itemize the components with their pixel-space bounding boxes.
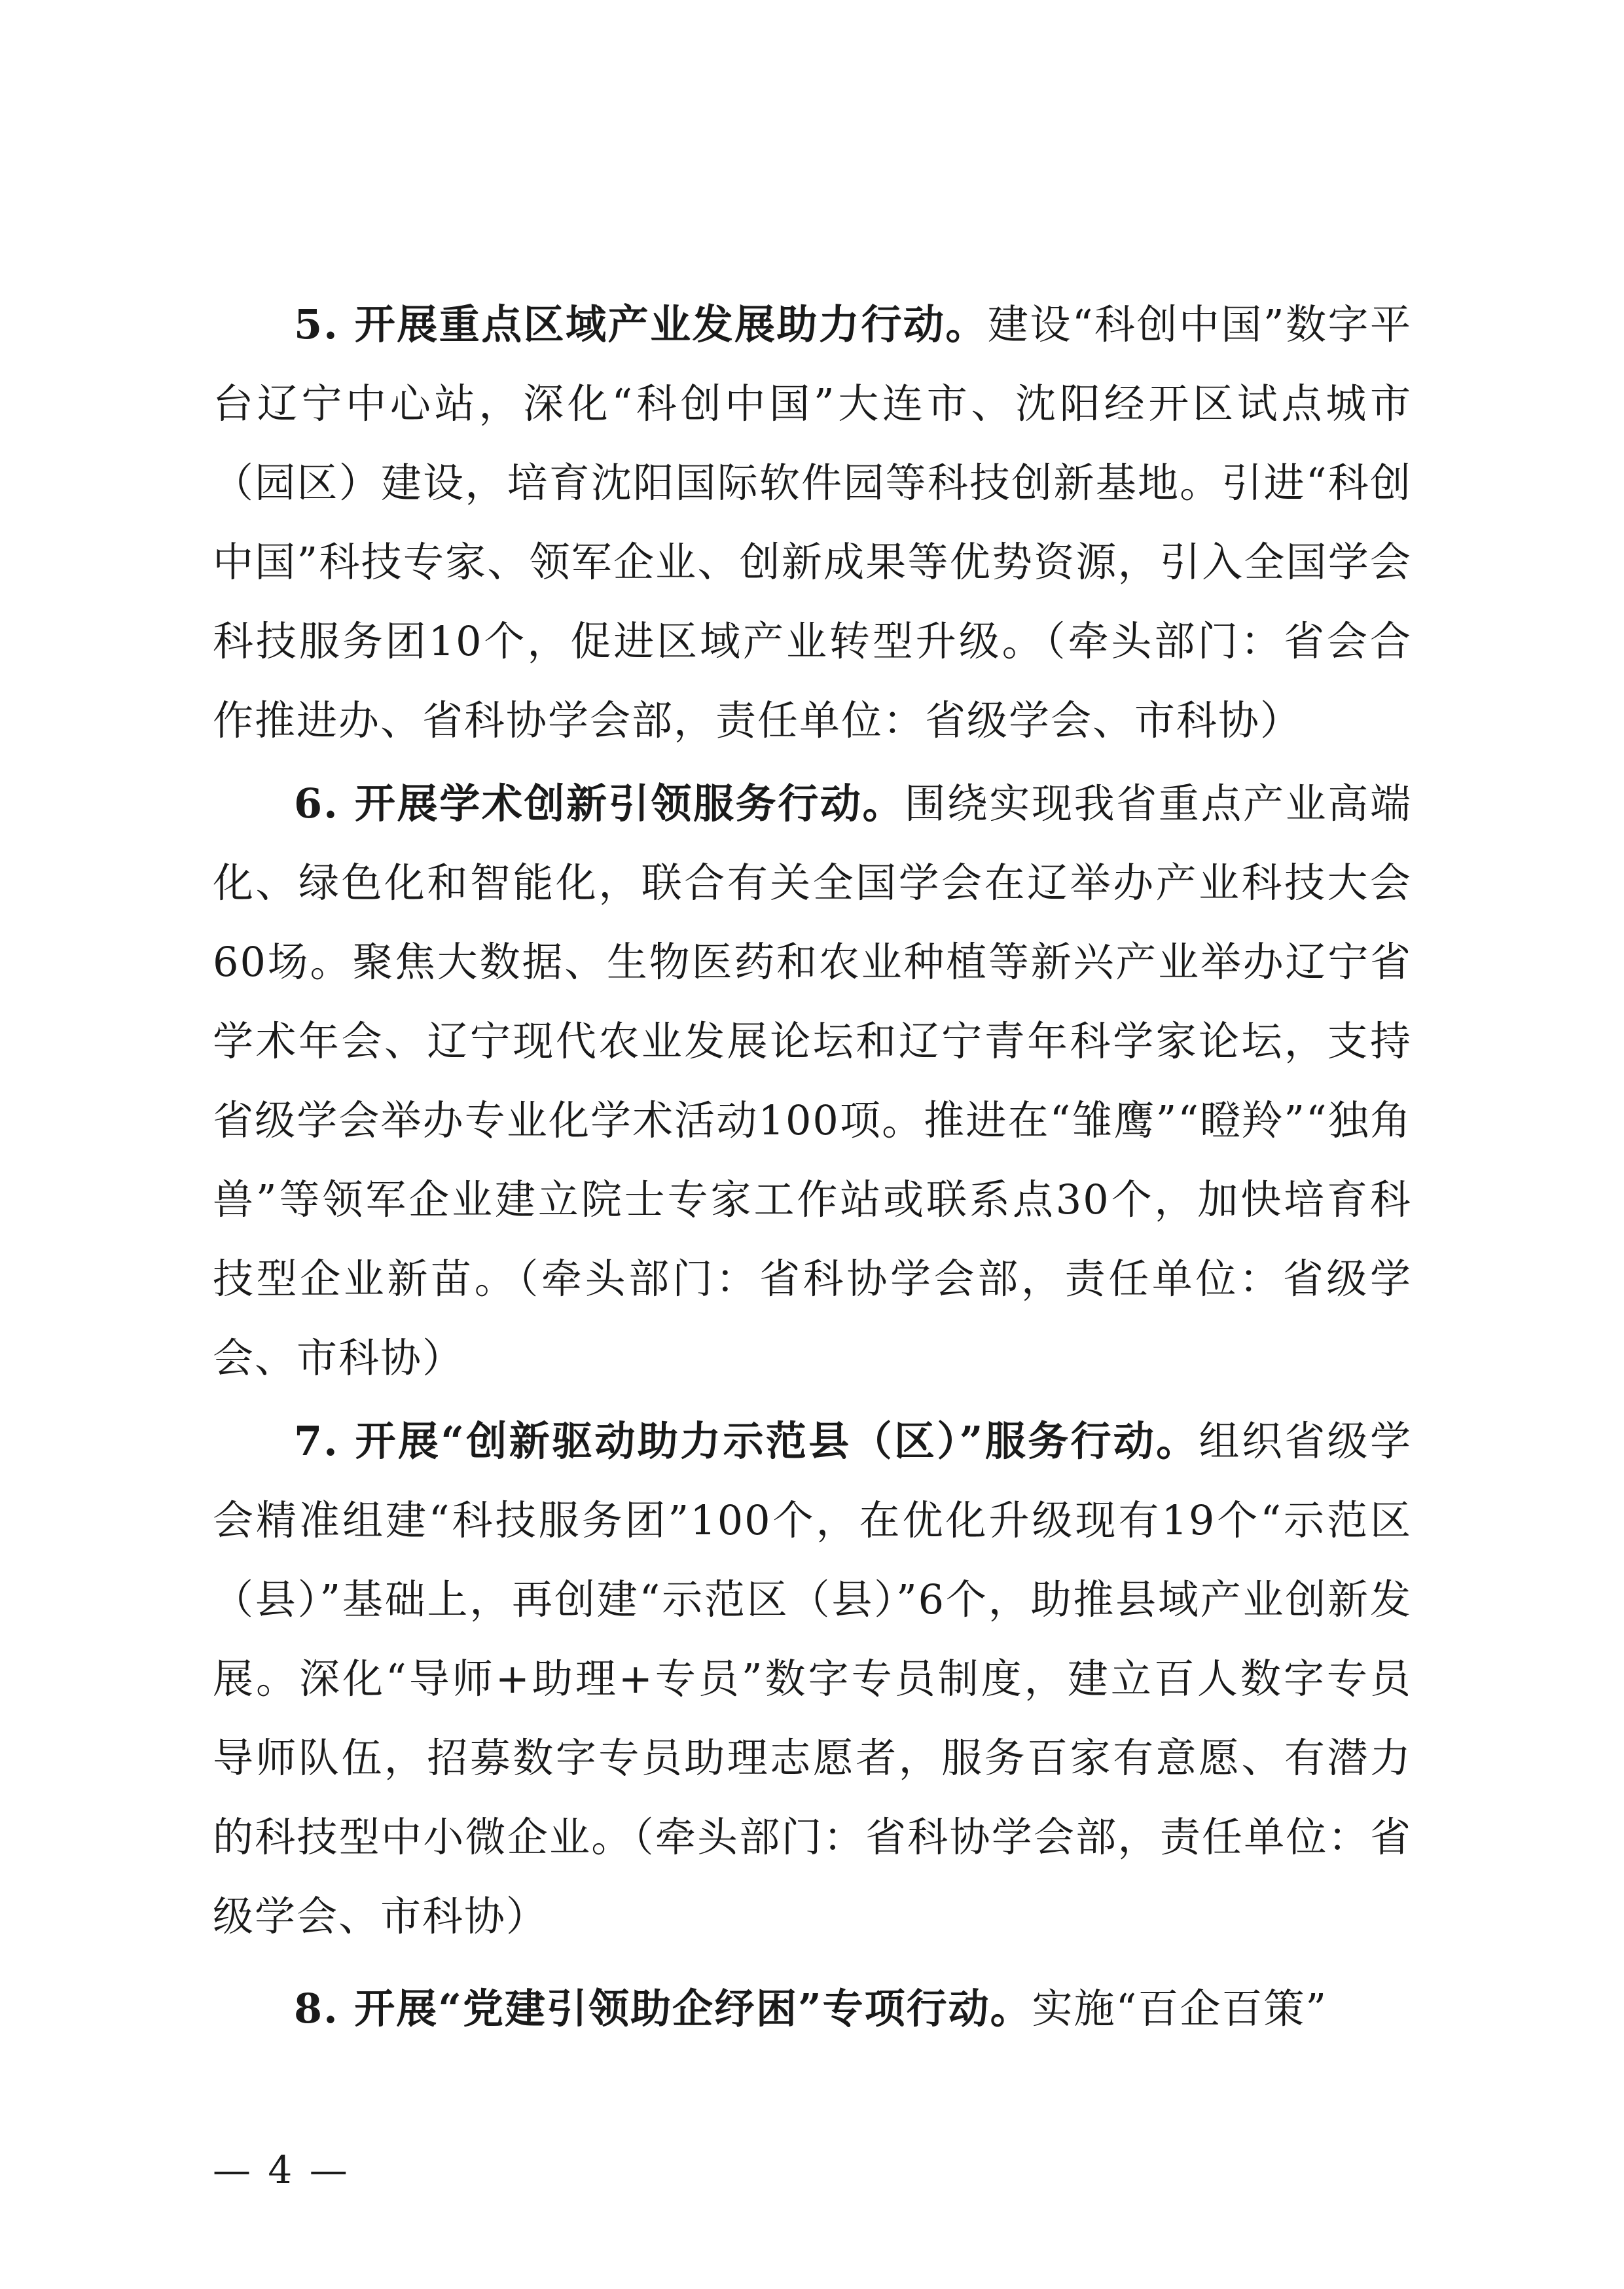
paragraph-item-6 — [213, 764, 1412, 1397]
paragraph-heading: 5. 开展重点区域产业发展助力行动。 — [294, 300, 988, 348]
paragraph-text: 实施“百企百策” — [1032, 1985, 1328, 2032]
paragraph-text: 围绕实现我省重点产业高端化、绿色化和智能化，联合有关全国学会在辽举办产业科技大会60场。聚焦大数据、生物医药和农业种植等新兴产业举办辽宁省学术年会、辽宁现代农业发展论坛和辽宁青年科学家论坛，支持省级学会举办专业化学术活动100项。推进在“雏鹰”“瞪羚”“独角兽”等领军企业建立院士专家工作站或联系点30个，加快培育科技型企业新苗。（牵头部门：省科协学会部，责任单位：省级学会、市科协） — [213, 780, 1412, 1382]
paragraph-text: 组织省级学会精准组建“科技服务团”100个，在优化升级现有19个“示范区（县）”基础上，再创建“示范区（县）”6个，助推县域产业创新发展。深化“导师+助理+专员”数字专员制度，建立百人数字专员导师队伍，招募数字专员助理志愿者，服务百家有意愿、有潜力的科技型中小微企业。（牵头部门：省科协学会部，责任单位：省级学会、市科协） — [213, 1417, 1412, 1940]
paragraph-item-7 — [213, 1401, 1412, 1956]
paragraph-item-5 — [213, 285, 1412, 760]
paragraph-text: 建设“科创中国”数字平台辽宁中心站，深化“科创中国”大连市、沈阳经开区试点城市（园区）建设，培育沈阳国际软件园等科技创新基地。引进“科创中国”科技专家、领军企业、创新成果等优势资源，引入全国学会科技服务团10个，促进区域产业转型升级。（牵头部门：省会合作推进办、省科协学会部，责任单位：省级学会、市科协） — [213, 300, 1412, 744]
document-body — [213, 285, 1412, 2052]
paragraph-heading: 6. 开展学术创新引领服务行动。 — [294, 780, 905, 827]
paragraph-heading: 8. 开展“党建引领助企纾困”专项行动。 — [294, 1985, 1032, 2032]
paragraph-heading: 7. 开展“创新驱动助力示范县（区）”服务行动。 — [294, 1417, 1199, 1465]
page-number: — 4 — — [213, 2148, 350, 2192]
paragraph-item-8 — [213, 1969, 1412, 2048]
